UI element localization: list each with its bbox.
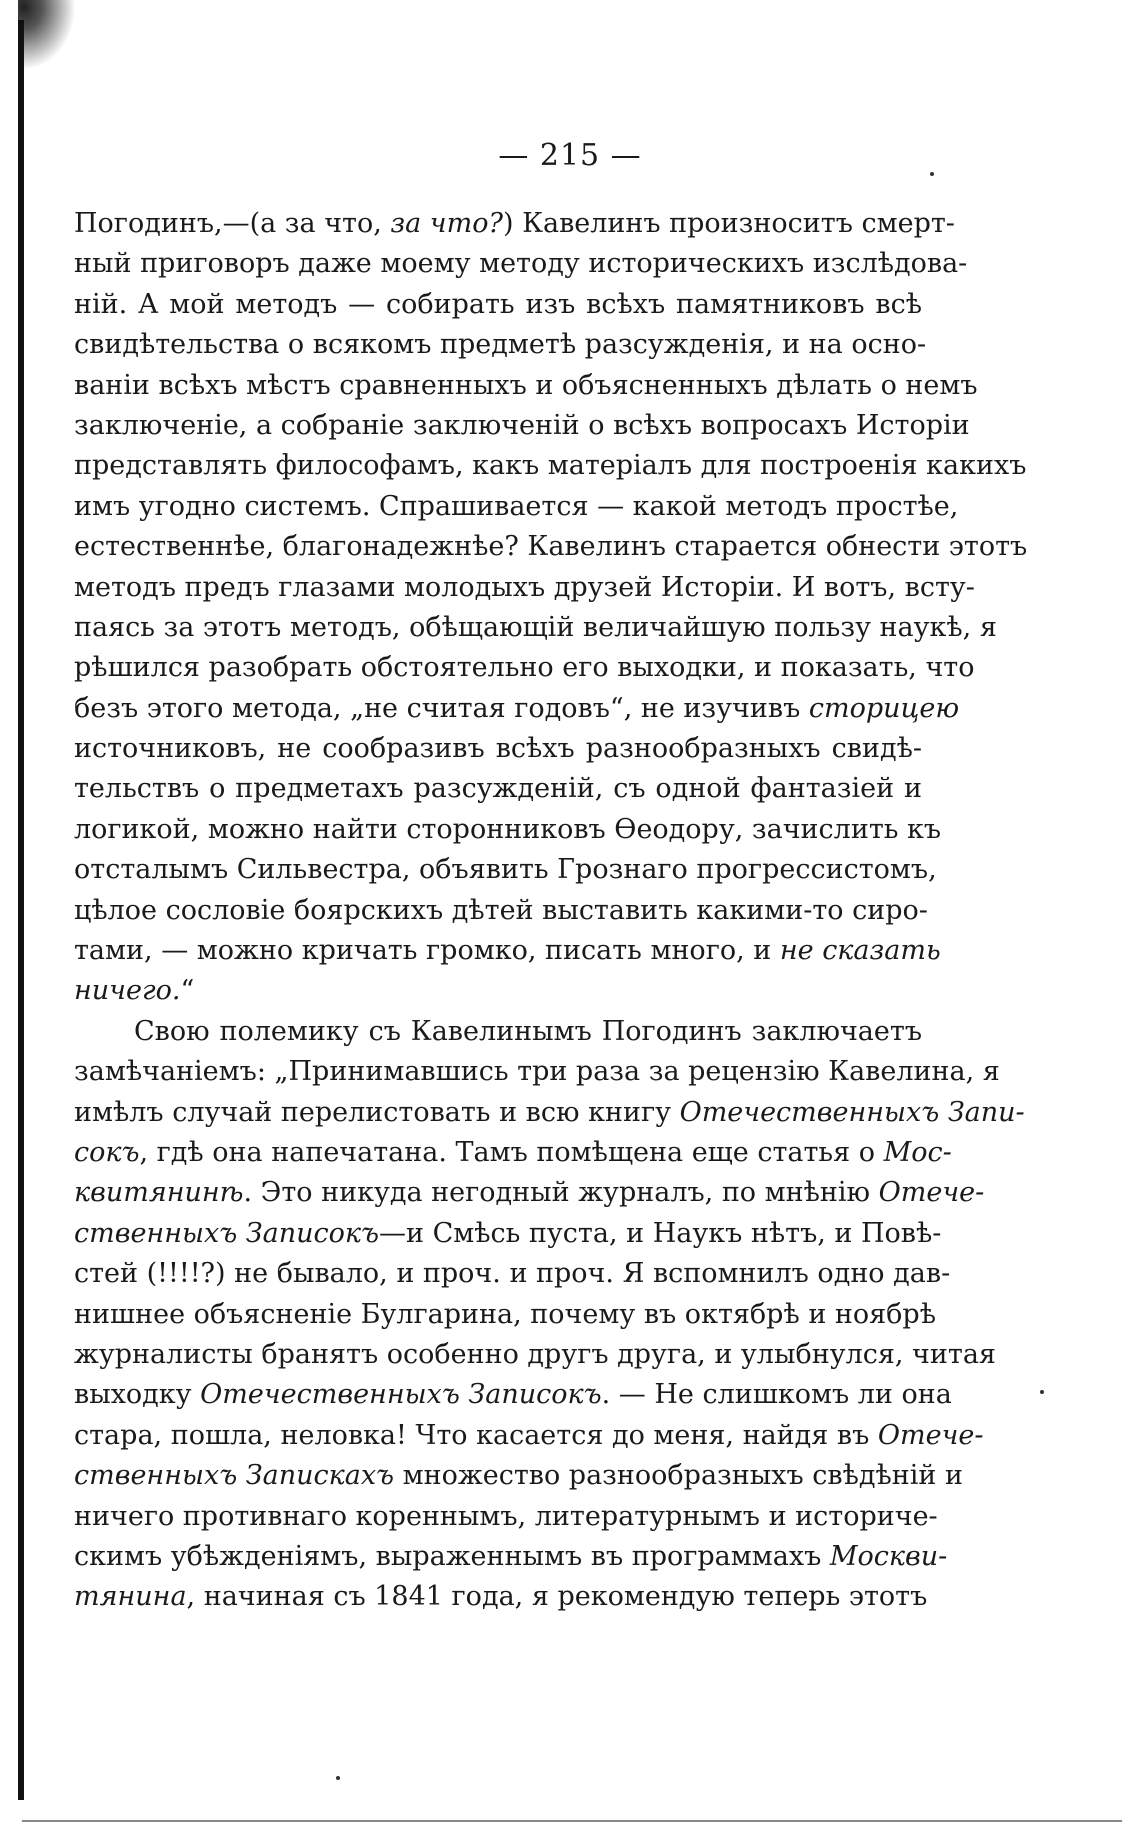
text-run: замѣчаніемъ: „Принимавшись три раза за рецензію Кавелина, я	[74, 1056, 1000, 1088]
text-line	[74, 1093, 1025, 1133]
text-line	[74, 1375, 952, 1415]
text-line	[74, 1335, 996, 1375]
text-run: Свою полемику съ Кавелинымъ Погодинъ заключаетъ	[134, 1015, 922, 1047]
text-line	[74, 648, 975, 688]
text-run: отсталымъ Сильвестра, объявить Грознаго прогрессистомъ,	[74, 854, 937, 886]
text-line	[74, 1456, 963, 1496]
text-run: безъ этого метода, „не считая годовъ“, не изучивъ	[74, 692, 809, 724]
text-line	[74, 891, 928, 931]
text-run: стара, пошла, неловка! Что касается до меня, найдя въ	[74, 1419, 878, 1451]
italic-run: за что?	[390, 208, 503, 239]
text-run: множество разнообразныхъ свѣдѣній и	[394, 1460, 963, 1492]
italic-run: Отечественныхъ Запи-	[679, 1096, 1025, 1128]
text-line	[74, 769, 922, 809]
italic-run: Мос-	[883, 1136, 952, 1168]
text-run: цѣлое сословіе боярскихъ дѣтей выставить какими-то сиро-	[74, 894, 928, 926]
text-line	[74, 850, 937, 890]
text-line	[74, 1214, 942, 1254]
text-line	[74, 1133, 952, 1173]
text-run: Погодинъ,—(а за что,	[74, 208, 391, 239]
text-line	[74, 1173, 985, 1213]
italic-run: Отече-	[878, 1177, 985, 1209]
ink-speck	[336, 1776, 340, 1780]
text-line	[74, 568, 975, 608]
text-line	[74, 1254, 951, 1294]
page-number: — 215 —	[498, 138, 642, 173]
italic-run: Москви-	[829, 1540, 948, 1572]
text-run: выходку	[74, 1379, 201, 1411]
text-line	[74, 971, 922, 1011]
text-line	[74, 1052, 1000, 1092]
text-line	[74, 527, 1028, 567]
italic-run: ничего.	[74, 975, 181, 1007]
text-line	[74, 366, 978, 406]
italic-run: сокъ	[74, 1136, 140, 1168]
text-run: . — Не слишкомъ ли она	[601, 1379, 952, 1411]
text-run: журналисты бранятъ особенно другъ друга, и улыбнулся, читая	[74, 1338, 996, 1370]
text-line	[74, 931, 941, 971]
text-run: . Это никуда негодный журналъ, по мнѣнію	[243, 1177, 879, 1209]
ink-speck	[1040, 1390, 1044, 1394]
italic-run: ственныхъ Записокъ	[74, 1217, 379, 1249]
text-run: тами, — можно кричать громко, писать много, и	[74, 935, 780, 967]
text-run: , начиная съ 1841 года, я рекомендую теперь этотъ	[186, 1581, 928, 1613]
italic-run: Отечественныхъ Записокъ	[200, 1379, 602, 1411]
text-line	[74, 1537, 948, 1577]
text-run: ваніи всѣхъ мѣстъ сравненныхъ и объясненныхъ дѣлать о немъ	[74, 369, 978, 401]
text-run: свидѣтельства о всякомъ предметѣ разсужденія, и на осно-	[74, 329, 927, 361]
text-line	[74, 1577, 928, 1617]
text-run: методъ предъ глазами молодыхъ друзей Исторіи. И вотъ, всту-	[74, 571, 975, 603]
text-line	[74, 729, 922, 769]
text-run: естественнѣе, благонадежнѣе? Кавелинъ старается обнести этотъ	[74, 531, 1028, 563]
italic-run: не сказать	[779, 935, 941, 967]
italic-run: квитянинѣ	[74, 1177, 244, 1209]
italic-run: сторицею	[808, 692, 960, 724]
text-run: стей (!!!!?) не бывало, и проч. и проч. Я вспомнилъ одно дав-	[74, 1258, 951, 1290]
text-line	[74, 204, 955, 244]
text-run: ) Кавелинъ произноситъ смерт-	[502, 208, 955, 239]
text-run: заключеніе, а собраніе заключеній о всѣхъ вопросахъ Исторіи	[74, 409, 970, 441]
text-run: скимъ убѣжденіямъ, выраженнымъ въ программахъ	[74, 1540, 830, 1572]
italic-run: Отече-	[877, 1419, 984, 1451]
text-line	[74, 1497, 938, 1537]
text-run: представлять философамъ, какъ матеріалъ для построенія какихъ	[74, 450, 1027, 482]
text-run: ничего противнаго кореннымъ, литературнымъ и историче-	[74, 1500, 938, 1532]
text-line	[74, 285, 922, 325]
body-text	[74, 204, 1028, 1618]
page-edge-shadow	[18, 20, 24, 1800]
italic-run: ственныхъ Запискахъ	[74, 1460, 395, 1492]
text-run: ный приговоръ даже моему методу историческихъ изслѣдова-	[74, 248, 968, 280]
text-run: паясь за этотъ методъ, обѣщающій величайшую пользу наукѣ, я	[74, 611, 997, 643]
text-run: имѣлъ случай перелистовать и всю книгу	[74, 1096, 680, 1128]
text-line	[74, 810, 942, 850]
italic-run: тянина	[74, 1581, 187, 1613]
text-run: “	[180, 975, 195, 1007]
scan-smudge	[18, 0, 76, 70]
text-line	[74, 487, 959, 527]
text-run: логикой, можно найти сторонниковъ Өеодору, зачислить къ	[74, 813, 942, 845]
text-line	[74, 325, 927, 365]
text-line	[74, 244, 968, 284]
text-line	[74, 689, 960, 729]
text-line	[74, 446, 1027, 486]
text-run: рѣшился разобрать обстоятельно его выходки, и показать, что	[74, 652, 975, 684]
text-run: —и Смѣсь пуста, и Наукъ нѣтъ, и Повѣ-	[378, 1217, 942, 1249]
text-line	[74, 1416, 984, 1456]
text-run: тельствъ о предметахъ разсужденій, съ одной фантазіей и	[74, 773, 922, 805]
text-run: нишнее объясненіе Булгарина, почему въ октябрѣ и ноябрѣ	[74, 1298, 936, 1330]
text-run: , гдѣ она напечатана. Тамъ помѣщена еще статья о	[139, 1136, 884, 1168]
page-bottom-edge	[22, 1820, 1122, 1822]
text-line	[74, 406, 970, 446]
text-run: имъ угодно системъ. Спрашивается — какой методъ простѣе,	[74, 490, 959, 522]
text-line	[74, 608, 997, 648]
text-line	[74, 1295, 936, 1335]
text-run: ній. А мой методъ — собирать изъ всѣхъ памятниковъ всѣ	[74, 288, 922, 320]
text-line	[74, 1012, 922, 1052]
text-run: источниковъ, не сообразивъ всѣхъ разнообразныхъ свидѣ-	[74, 733, 922, 765]
